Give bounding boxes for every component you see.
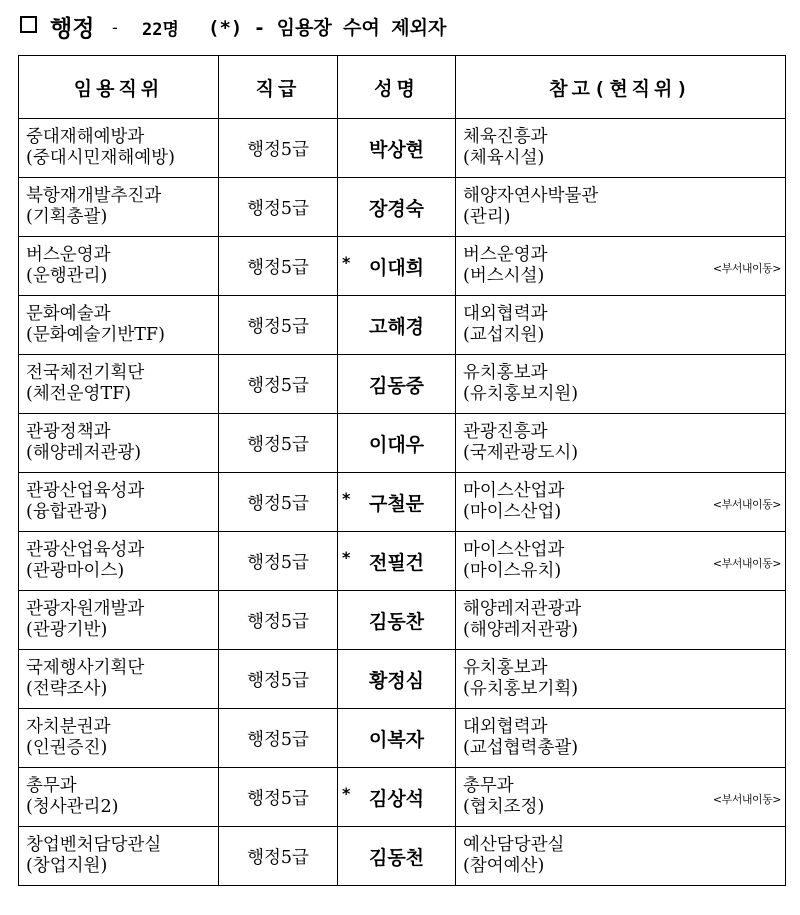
table-row — [19, 768, 786, 827]
person-name-cell — [338, 414, 456, 473]
intra-department-transfer-tag: <부서내이동> — [712, 262, 781, 275]
position-department: 중대재해예방과 — [26, 127, 145, 147]
current-department: 유치홍보과 — [463, 363, 548, 383]
table-row — [19, 591, 786, 650]
person-name: 전필건 — [368, 551, 425, 574]
position-team: (관광기반) — [26, 620, 108, 640]
position-department: 전국체전기획단 — [26, 363, 145, 383]
person-name: 황정심 — [368, 669, 425, 692]
person-name-cell — [338, 650, 456, 709]
current-team: (교섭협력총괄) — [463, 738, 579, 758]
current-position — [456, 591, 786, 650]
person-name-cell — [338, 768, 456, 827]
position-team: (관광마이스) — [26, 561, 125, 581]
intra-department-transfer-tag: <부서내이동> — [712, 498, 781, 511]
appointed-position — [19, 473, 219, 532]
table-body — [19, 119, 786, 886]
table-header-row — [19, 56, 786, 119]
position-department: 창업벤처담당관실 — [26, 835, 162, 855]
current-department: 버스운영과 — [463, 245, 548, 265]
grade: 행정5급 — [219, 768, 338, 827]
position-team: (창업지원) — [26, 856, 108, 876]
table-row — [19, 355, 786, 414]
person-name: 이대희 — [368, 256, 425, 279]
position-team: (융합관광) — [26, 502, 108, 522]
person-name: 구철문 — [368, 492, 425, 515]
position-department: 총무과 — [26, 776, 77, 796]
current-position — [456, 768, 786, 827]
position-department: 관광산업육성과 — [26, 481, 145, 501]
appointment-table — [18, 55, 786, 886]
table-row — [19, 532, 786, 591]
person-name: 김상석 — [368, 787, 425, 810]
current-team: (협치조정) — [463, 797, 545, 817]
position-department: 북항재개발추진과 — [26, 186, 162, 206]
table-row — [19, 650, 786, 709]
table-row — [19, 827, 786, 886]
current-department: 총무과 — [463, 776, 514, 796]
section-title: 행정 — [50, 16, 95, 42]
person-name: 김동천 — [368, 846, 425, 869]
current-department: 대외협력과 — [463, 304, 548, 324]
intra-department-transfer-tag: <부서내이동> — [712, 557, 781, 570]
position-team: (인권증진) — [26, 738, 108, 758]
table-row — [19, 414, 786, 473]
current-team: (버스시설) — [463, 266, 545, 286]
current-team: (관리) — [463, 207, 511, 227]
person-name: 이대우 — [368, 433, 425, 456]
exclusion-mark: * — [342, 784, 351, 803]
headcount: 22명 — [142, 20, 179, 40]
table-row — [19, 237, 786, 296]
column-header-position: 임용직위 — [19, 56, 219, 119]
person-name-cell — [338, 473, 456, 532]
person-name: 김동찬 — [368, 610, 425, 633]
grade: 행정5급 — [219, 532, 338, 591]
intra-department-transfer-tag: <부서내이동> — [712, 793, 781, 806]
person-name-cell — [338, 178, 456, 237]
position-department: 관광산업육성과 — [26, 540, 145, 560]
current-department: 마이스산업과 — [463, 481, 565, 501]
position-team: (기획총괄) — [26, 207, 108, 227]
current-team: (마이스산업) — [463, 502, 562, 522]
grade: 행정5급 — [219, 650, 338, 709]
current-position — [456, 355, 786, 414]
appointed-position — [19, 119, 219, 178]
appointed-position — [19, 178, 219, 237]
position-team: (중대시민재해예방) — [26, 148, 175, 168]
person-name-cell — [338, 532, 456, 591]
exclusion-mark: * — [342, 253, 351, 272]
current-team: (유치홍보지원) — [463, 384, 579, 404]
current-team: (체육시설) — [463, 148, 545, 168]
current-team: (참여예산) — [463, 856, 545, 876]
appointed-position — [19, 532, 219, 591]
position-department: 관광자원개발과 — [26, 599, 145, 619]
position-department: 국제행사기획단 — [26, 658, 145, 678]
current-team: (국제관광도시) — [463, 443, 579, 463]
appointed-position — [19, 709, 219, 768]
person-name-cell — [338, 119, 456, 178]
person-name-cell — [338, 709, 456, 768]
person-name: 고해경 — [368, 315, 425, 338]
column-header-grade: 직급 — [219, 56, 338, 119]
position-department: 관광정책과 — [26, 422, 111, 442]
current-position — [456, 237, 786, 296]
section-header — [18, 10, 788, 46]
checkbox-icon — [20, 16, 37, 33]
position-team: (전략조사) — [26, 679, 108, 699]
table-row — [19, 296, 786, 355]
current-team: (교섭지원) — [463, 325, 545, 345]
appointed-position — [19, 827, 219, 886]
person-name-cell — [338, 355, 456, 414]
position-team: (해양레저관광) — [26, 443, 142, 463]
person-name: 이복자 — [368, 728, 425, 751]
current-position — [456, 119, 786, 178]
current-position — [456, 709, 786, 768]
appointed-position — [19, 414, 219, 473]
person-name-cell — [338, 296, 456, 355]
current-team: (해양레저관광) — [463, 620, 579, 640]
current-position — [456, 296, 786, 355]
header-dash: - — [112, 18, 118, 37]
current-position — [456, 473, 786, 532]
appointed-position — [19, 237, 219, 296]
grade: 행정5급 — [219, 119, 338, 178]
current-team: (유치홍보기획) — [463, 679, 579, 699]
position-team: (문화예술기반TF) — [26, 325, 165, 345]
table-row — [19, 119, 786, 178]
appointed-position — [19, 355, 219, 414]
current-department: 체육진흥과 — [463, 127, 548, 147]
position-department: 버스운영과 — [26, 245, 111, 265]
person-name: 김동중 — [368, 374, 425, 397]
current-department: 예산담당관실 — [463, 835, 565, 855]
grade: 행정5급 — [219, 591, 338, 650]
appointed-position — [19, 650, 219, 709]
exclusion-mark: * — [342, 489, 351, 508]
exclusion-note: (*) - 임용장 수여 제외자 — [208, 17, 447, 39]
position-team: (체전운영TF) — [26, 384, 132, 404]
current-team: (마이스유치) — [463, 561, 562, 581]
current-position — [456, 650, 786, 709]
position-department: 자치분권과 — [26, 717, 111, 737]
grade: 행정5급 — [219, 709, 338, 768]
current-department: 유치홍보과 — [463, 658, 548, 678]
grade: 행정5급 — [219, 296, 338, 355]
current-position — [456, 178, 786, 237]
person-name: 박상현 — [368, 138, 425, 161]
grade: 행정5급 — [219, 473, 338, 532]
person-name-cell — [338, 827, 456, 886]
position-team: (운행관리) — [26, 266, 108, 286]
table-row — [19, 709, 786, 768]
current-department: 대외협력과 — [463, 717, 548, 737]
grade: 행정5급 — [219, 355, 338, 414]
current-position — [456, 532, 786, 591]
column-header-name: 성명 — [338, 56, 456, 119]
current-department: 마이스산업과 — [463, 540, 565, 560]
appointed-position — [19, 768, 219, 827]
current-department: 해양자연사박물관 — [463, 186, 599, 206]
person-name-cell — [338, 237, 456, 296]
table-row — [19, 473, 786, 532]
exclusion-mark: * — [342, 548, 351, 567]
appointed-position — [19, 591, 219, 650]
current-position — [456, 827, 786, 886]
current-position — [456, 414, 786, 473]
column-header-reference: 참고(현직위) — [456, 56, 786, 119]
current-department: 해양레저관광과 — [463, 599, 582, 619]
position-team: (청사관리2) — [26, 797, 119, 817]
grade: 행정5급 — [219, 827, 338, 886]
person-name: 장경숙 — [368, 197, 425, 220]
person-name-cell — [338, 591, 456, 650]
current-department: 관광진흥과 — [463, 422, 548, 442]
grade: 행정5급 — [219, 178, 338, 237]
position-department: 문화예술과 — [26, 304, 111, 324]
appointed-position — [19, 296, 219, 355]
grade: 행정5급 — [219, 237, 338, 296]
grade: 행정5급 — [219, 414, 338, 473]
table-row — [19, 178, 786, 237]
